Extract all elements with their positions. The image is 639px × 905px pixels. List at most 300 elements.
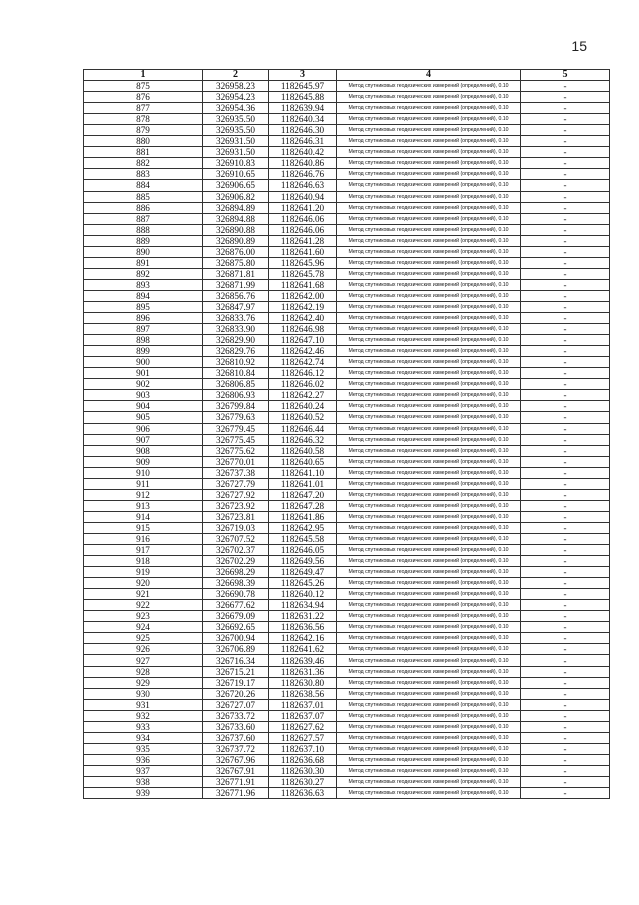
x-coordinate-cell: 326935.50 — [203, 114, 269, 125]
y-coordinate-cell: 1182646.02 — [269, 379, 337, 390]
method-cell: Метод спутниковых геодезических измерений (определений), 0.10 — [337, 257, 521, 268]
method-cell: Метод спутниковых геодезических измерений (определений), 0.10 — [337, 401, 521, 412]
method-cell: Метод спутниковых геодезических измерений (определений), 0.10 — [337, 655, 521, 666]
description-cell: - — [521, 655, 610, 666]
table-row — [84, 412, 610, 423]
y-coordinate-cell: 1182646.05 — [269, 545, 337, 556]
x-coordinate-cell: 326931.50 — [203, 136, 269, 147]
point-number-cell: 879 — [84, 125, 203, 136]
page-number: 15 — [571, 38, 587, 54]
method-cell: Метод спутниковых геодезических измерений (определений), 0.10 — [337, 545, 521, 556]
description-cell: - — [521, 511, 610, 522]
point-number-cell: 875 — [84, 81, 203, 92]
x-coordinate-cell: 326779.45 — [203, 423, 269, 434]
y-coordinate-cell: 1182642.16 — [269, 633, 337, 644]
y-coordinate-cell: 1182646.06 — [269, 213, 337, 224]
method-cell: Метод спутниковых геодезических измерений (определений), 0.10 — [337, 346, 521, 357]
method-cell: Метод спутниковых геодезических измерений (определений), 0.10 — [337, 500, 521, 511]
point-number-cell: 934 — [84, 732, 203, 743]
point-number-cell: 899 — [84, 346, 203, 357]
x-coordinate-cell: 326875.80 — [203, 257, 269, 268]
column-header: 3 — [269, 70, 337, 81]
x-coordinate-cell: 326727.92 — [203, 489, 269, 500]
description-cell: - — [521, 412, 610, 423]
table-row — [84, 556, 610, 567]
description-cell: - — [521, 533, 610, 544]
table-row — [84, 368, 610, 379]
method-cell: Метод спутниковых геодезических измерений (определений), 0.10 — [337, 324, 521, 335]
y-coordinate-cell: 1182631.22 — [269, 611, 337, 622]
point-number-cell: 902 — [84, 379, 203, 390]
point-number-cell: 924 — [84, 622, 203, 633]
description-cell: - — [521, 257, 610, 268]
point-number-cell: 892 — [84, 268, 203, 279]
x-coordinate-cell: 326727.07 — [203, 699, 269, 710]
description-cell: - — [521, 434, 610, 445]
description-cell: - — [521, 147, 610, 158]
x-coordinate-cell: 326894.88 — [203, 213, 269, 224]
description-cell: - — [521, 589, 610, 600]
description-cell: - — [521, 180, 610, 191]
x-coordinate-cell: 326698.29 — [203, 567, 269, 578]
method-cell: Метод спутниковых геодезических измерений (определений), 0.10 — [337, 434, 521, 445]
method-cell: Метод спутниковых геодезических измерений (определений), 0.10 — [337, 158, 521, 169]
description-cell: - — [521, 103, 610, 114]
point-number-cell: 891 — [84, 257, 203, 268]
description-cell: - — [521, 169, 610, 180]
x-coordinate-cell: 326719.17 — [203, 677, 269, 688]
x-coordinate-cell: 326954.36 — [203, 103, 269, 114]
x-coordinate-cell: 326723.92 — [203, 500, 269, 511]
description-cell: - — [521, 467, 610, 478]
y-coordinate-cell: 1182645.26 — [269, 578, 337, 589]
method-cell: Метод спутниковых геодезических измерений (определений), 0.10 — [337, 445, 521, 456]
point-number-cell: 931 — [84, 699, 203, 710]
x-coordinate-cell: 326833.76 — [203, 313, 269, 324]
y-coordinate-cell: 1182647.20 — [269, 489, 337, 500]
table-row — [84, 235, 610, 246]
method-cell: Метод спутниковых геодезических измерений (определений), 0.10 — [337, 92, 521, 103]
description-cell: - — [521, 279, 610, 290]
description-cell: - — [521, 699, 610, 710]
description-cell: - — [521, 445, 610, 456]
x-coordinate-cell: 326935.50 — [203, 125, 269, 136]
x-coordinate-cell: 326958.23 — [203, 81, 269, 92]
point-number-cell: 919 — [84, 567, 203, 578]
x-coordinate-cell: 326829.76 — [203, 346, 269, 357]
x-coordinate-cell: 326931.50 — [203, 147, 269, 158]
table-row — [84, 92, 610, 103]
description-cell: - — [521, 743, 610, 754]
method-cell: Метод спутниковых геодезических измерений (определений), 0.10 — [337, 511, 521, 522]
description-cell: - — [521, 456, 610, 467]
table-row — [84, 346, 610, 357]
method-cell: Метод спутниковых геодезических измерений (определений), 0.10 — [337, 777, 521, 788]
table-header-row — [84, 70, 610, 81]
table-row — [84, 511, 610, 522]
table-row — [84, 688, 610, 699]
method-cell: Метод спутниковых геодезических измерений (определений), 0.10 — [337, 301, 521, 312]
point-number-cell: 878 — [84, 114, 203, 125]
description-cell: - — [521, 721, 610, 732]
column-header: 5 — [521, 70, 610, 81]
point-number-cell: 915 — [84, 522, 203, 533]
method-cell: Метод спутниковых геодезических измерений (определений), 0.10 — [337, 456, 521, 467]
description-cell: - — [521, 92, 610, 103]
point-number-cell: 901 — [84, 368, 203, 379]
description-cell: - — [521, 324, 610, 335]
method-cell: Метод спутниковых геодезических измерений (определений), 0.10 — [337, 478, 521, 489]
point-number-cell: 939 — [84, 788, 203, 799]
point-number-cell: 909 — [84, 456, 203, 467]
table-row — [84, 301, 610, 312]
method-cell: Метод спутниковых геодезических измерений (определений), 0.10 — [337, 103, 521, 114]
description-cell: - — [521, 213, 610, 224]
table-row — [84, 754, 610, 765]
table-row — [84, 545, 610, 556]
method-cell: Метод спутниковых геодезических измерений (определений), 0.10 — [337, 125, 521, 136]
x-coordinate-cell: 326716.34 — [203, 655, 269, 666]
method-cell: Метод спутниковых геодезических измерений (определений), 0.10 — [337, 533, 521, 544]
method-cell: Метод спутниковых геодезических измерений (определений), 0.10 — [337, 699, 521, 710]
table-row — [84, 246, 610, 257]
coordinates-table — [83, 69, 610, 799]
x-coordinate-cell: 326692.65 — [203, 622, 269, 633]
method-cell: Метод спутниковых геодезических измерений (определений), 0.10 — [337, 368, 521, 379]
x-coordinate-cell: 326910.83 — [203, 158, 269, 169]
x-coordinate-cell: 326715.21 — [203, 666, 269, 677]
y-coordinate-cell: 1182647.10 — [269, 335, 337, 346]
y-coordinate-cell: 1182642.40 — [269, 313, 337, 324]
table-body — [84, 81, 610, 799]
method-cell: Метод спутниковых геодезических измерений (определений), 0.10 — [337, 600, 521, 611]
method-cell: Метод спутниковых геодезических измерений (определений), 0.10 — [337, 191, 521, 202]
table-row — [84, 324, 610, 335]
x-coordinate-cell: 326779.63 — [203, 412, 269, 423]
x-coordinate-cell: 326767.96 — [203, 754, 269, 765]
point-number-cell: 938 — [84, 777, 203, 788]
table-row — [84, 180, 610, 191]
description-cell: - — [521, 788, 610, 799]
y-coordinate-cell: 1182627.62 — [269, 721, 337, 732]
table-row — [84, 777, 610, 788]
point-number-cell: 928 — [84, 666, 203, 677]
table-row — [84, 622, 610, 633]
description-cell: - — [521, 401, 610, 412]
point-number-cell: 920 — [84, 578, 203, 589]
table-row — [84, 611, 610, 622]
y-coordinate-cell: 1182646.31 — [269, 136, 337, 147]
table-row — [84, 489, 610, 500]
y-coordinate-cell: 1182636.63 — [269, 788, 337, 799]
description-cell: - — [521, 688, 610, 699]
method-cell: Метод спутниковых геодезических измерений (определений), 0.10 — [337, 633, 521, 644]
method-cell: Метод спутниковых геодезических измерений (определений), 0.10 — [337, 644, 521, 655]
y-coordinate-cell: 1182637.10 — [269, 743, 337, 754]
description-cell: - — [521, 191, 610, 202]
x-coordinate-cell: 326700.94 — [203, 633, 269, 644]
point-number-cell: 885 — [84, 191, 203, 202]
table-row — [84, 136, 610, 147]
description-cell: - — [521, 710, 610, 721]
point-number-cell: 932 — [84, 710, 203, 721]
table-row — [84, 633, 610, 644]
y-coordinate-cell: 1182645.88 — [269, 92, 337, 103]
y-coordinate-cell: 1182645.58 — [269, 533, 337, 544]
table-row — [84, 445, 610, 456]
x-coordinate-cell: 326871.81 — [203, 268, 269, 279]
table-row — [84, 732, 610, 743]
y-coordinate-cell: 1182627.57 — [269, 732, 337, 743]
description-cell: - — [521, 600, 610, 611]
method-cell: Метод спутниковых геодезических измерений (определений), 0.10 — [337, 423, 521, 434]
method-cell: Метод спутниковых геодезических измерений (определений), 0.10 — [337, 268, 521, 279]
table-row — [84, 379, 610, 390]
x-coordinate-cell: 326690.78 — [203, 589, 269, 600]
table-row — [84, 456, 610, 467]
y-coordinate-cell: 1182646.63 — [269, 180, 337, 191]
y-coordinate-cell: 1182630.30 — [269, 765, 337, 776]
method-cell: Метод спутниковых геодезических измерений (определений), 0.10 — [337, 743, 521, 754]
table-row — [84, 81, 610, 92]
y-coordinate-cell: 1182646.44 — [269, 423, 337, 434]
method-cell: Метод спутниковых геодезических измерений (определений), 0.10 — [337, 567, 521, 578]
y-coordinate-cell: 1182638.56 — [269, 688, 337, 699]
method-cell: Метод спутниковых геодезических измерений (определений), 0.10 — [337, 677, 521, 688]
column-header: 2 — [203, 70, 269, 81]
method-cell: Метод спутниковых геодезических измерений (определений), 0.10 — [337, 313, 521, 324]
point-number-cell: 911 — [84, 478, 203, 489]
y-coordinate-cell: 1182642.00 — [269, 290, 337, 301]
table-row — [84, 401, 610, 412]
description-cell: - — [521, 666, 610, 677]
method-cell: Метод спутниковых геодезических измерений (определений), 0.10 — [337, 589, 521, 600]
y-coordinate-cell: 1182640.94 — [269, 191, 337, 202]
x-coordinate-cell: 326698.39 — [203, 578, 269, 589]
description-cell: - — [521, 500, 610, 511]
point-number-cell: 913 — [84, 500, 203, 511]
method-cell: Метод спутниковых геодезических измерений (определений), 0.10 — [337, 246, 521, 257]
description-cell: - — [521, 489, 610, 500]
description-cell: - — [521, 765, 610, 776]
x-coordinate-cell: 326702.37 — [203, 545, 269, 556]
method-cell: Метод спутниковых геодезических измерений (определений), 0.10 — [337, 213, 521, 224]
x-coordinate-cell: 326771.96 — [203, 788, 269, 799]
description-cell: - — [521, 81, 610, 92]
method-cell: Метод спутниковых геодезических измерений (определений), 0.10 — [337, 224, 521, 235]
description-cell: - — [521, 777, 610, 788]
x-coordinate-cell: 326856.76 — [203, 290, 269, 301]
table-row — [84, 357, 610, 368]
point-number-cell: 925 — [84, 633, 203, 644]
table-row — [84, 743, 610, 754]
table-row — [84, 578, 610, 589]
point-number-cell: 880 — [84, 136, 203, 147]
point-number-cell: 900 — [84, 357, 203, 368]
x-coordinate-cell: 326767.91 — [203, 765, 269, 776]
column-header: 1 — [84, 70, 203, 81]
y-coordinate-cell: 1182640.24 — [269, 401, 337, 412]
point-number-cell: 930 — [84, 688, 203, 699]
point-number-cell: 914 — [84, 511, 203, 522]
point-number-cell: 881 — [84, 147, 203, 158]
point-number-cell: 926 — [84, 644, 203, 655]
x-coordinate-cell: 326890.89 — [203, 235, 269, 246]
point-number-cell: 908 — [84, 445, 203, 456]
x-coordinate-cell: 326679.09 — [203, 611, 269, 622]
description-cell: - — [521, 235, 610, 246]
point-number-cell: 933 — [84, 721, 203, 732]
description-cell: - — [521, 335, 610, 346]
x-coordinate-cell: 326702.29 — [203, 556, 269, 567]
description-cell: - — [521, 357, 610, 368]
point-number-cell: 897 — [84, 324, 203, 335]
x-coordinate-cell: 326810.84 — [203, 368, 269, 379]
y-coordinate-cell: 1182642.46 — [269, 346, 337, 357]
y-coordinate-cell: 1182640.12 — [269, 589, 337, 600]
y-coordinate-cell: 1182641.60 — [269, 246, 337, 257]
method-cell: Метод спутниковых геодезических измерений (определений), 0.10 — [337, 169, 521, 180]
column-header: 4 — [337, 70, 521, 81]
y-coordinate-cell: 1182630.80 — [269, 677, 337, 688]
method-cell: Метод спутниковых геодезических измерений (определений), 0.10 — [337, 202, 521, 213]
method-cell: Метод спутниковых геодезических измерений (определений), 0.10 — [337, 732, 521, 743]
y-coordinate-cell: 1182631.36 — [269, 666, 337, 677]
method-cell: Метод спутниковых геодезических измерений (определений), 0.10 — [337, 335, 521, 346]
x-coordinate-cell: 326775.62 — [203, 445, 269, 456]
point-number-cell: 907 — [84, 434, 203, 445]
point-number-cell: 917 — [84, 545, 203, 556]
table-row — [84, 213, 610, 224]
table-row — [84, 467, 610, 478]
method-cell: Метод спутниковых геодезических измерений (определений), 0.10 — [337, 279, 521, 290]
table-row — [84, 567, 610, 578]
x-coordinate-cell: 326910.65 — [203, 169, 269, 180]
table-row — [84, 666, 610, 677]
point-number-cell: 922 — [84, 600, 203, 611]
table-row — [84, 390, 610, 401]
table-row — [84, 268, 610, 279]
description-cell: - — [521, 301, 610, 312]
method-cell: Метод спутниковых геодезических измерений (определений), 0.10 — [337, 114, 521, 125]
x-coordinate-cell: 326799.84 — [203, 401, 269, 412]
description-cell: - — [521, 224, 610, 235]
y-coordinate-cell: 1182647.28 — [269, 500, 337, 511]
y-coordinate-cell: 1182636.56 — [269, 622, 337, 633]
y-coordinate-cell: 1182641.68 — [269, 279, 337, 290]
table-row — [84, 290, 610, 301]
y-coordinate-cell: 1182640.65 — [269, 456, 337, 467]
y-coordinate-cell: 1182645.96 — [269, 257, 337, 268]
method-cell: Метод спутниковых геодезических измерений (определений), 0.10 — [337, 379, 521, 390]
description-cell: - — [521, 246, 610, 257]
point-number-cell: 936 — [84, 754, 203, 765]
table-row — [84, 655, 610, 666]
x-coordinate-cell: 326829.90 — [203, 335, 269, 346]
description-cell: - — [521, 633, 610, 644]
x-coordinate-cell: 326954.23 — [203, 92, 269, 103]
description-cell: - — [521, 732, 610, 743]
y-coordinate-cell: 1182645.78 — [269, 268, 337, 279]
table-row — [84, 125, 610, 136]
point-number-cell: 927 — [84, 655, 203, 666]
x-coordinate-cell: 326723.81 — [203, 511, 269, 522]
table-row — [84, 257, 610, 268]
method-cell: Метод спутниковых геодезических измерений (определений), 0.10 — [337, 622, 521, 633]
y-coordinate-cell: 1182649.56 — [269, 556, 337, 567]
table-row — [84, 500, 610, 511]
table-row — [84, 677, 610, 688]
point-number-cell: 893 — [84, 279, 203, 290]
y-coordinate-cell: 1182641.62 — [269, 644, 337, 655]
table-row — [84, 313, 610, 324]
method-cell: Метод спутниковых геодезических измерений (определений), 0.10 — [337, 180, 521, 191]
y-coordinate-cell: 1182636.68 — [269, 754, 337, 765]
table-row — [84, 765, 610, 776]
point-number-cell: 929 — [84, 677, 203, 688]
x-coordinate-cell: 326806.85 — [203, 379, 269, 390]
x-coordinate-cell: 326906.65 — [203, 180, 269, 191]
point-number-cell: 890 — [84, 246, 203, 257]
description-cell: - — [521, 379, 610, 390]
description-cell: - — [521, 202, 610, 213]
table-row — [84, 169, 610, 180]
table-row — [84, 423, 610, 434]
x-coordinate-cell: 326707.52 — [203, 533, 269, 544]
method-cell: Метод спутниковых геодезических измерений (определений), 0.10 — [337, 688, 521, 699]
method-cell: Метод спутниковых геодезических измерений (определений), 0.10 — [337, 578, 521, 589]
point-number-cell: 883 — [84, 169, 203, 180]
method-cell: Метод спутниковых геодезических измерений (определений), 0.10 — [337, 556, 521, 567]
y-coordinate-cell: 1182642.95 — [269, 522, 337, 533]
description-cell: - — [521, 578, 610, 589]
x-coordinate-cell: 326733.60 — [203, 721, 269, 732]
table-row — [84, 533, 610, 544]
description-cell: - — [521, 346, 610, 357]
y-coordinate-cell: 1182641.86 — [269, 511, 337, 522]
y-coordinate-cell: 1182646.76 — [269, 169, 337, 180]
y-coordinate-cell: 1182637.07 — [269, 710, 337, 721]
table-row — [84, 147, 610, 158]
method-cell: Метод спутниковых геодезических измерений (определений), 0.10 — [337, 235, 521, 246]
point-number-cell: 904 — [84, 401, 203, 412]
point-number-cell: 876 — [84, 92, 203, 103]
method-cell: Метод спутниковых геодезических измерений (определений), 0.10 — [337, 765, 521, 776]
method-cell: Метод спутниковых геодезических измерений (определений), 0.10 — [337, 147, 521, 158]
method-cell: Метод спутниковых геодезических измерений (определений), 0.10 — [337, 522, 521, 533]
point-number-cell: 903 — [84, 390, 203, 401]
method-cell: Метод спутниковых геодезических измерений (определений), 0.10 — [337, 136, 521, 147]
description-cell: - — [521, 567, 610, 578]
point-number-cell: 888 — [84, 224, 203, 235]
point-number-cell: 898 — [84, 335, 203, 346]
method-cell: Метод спутниковых геодезических измерений (определений), 0.10 — [337, 390, 521, 401]
y-coordinate-cell: 1182639.46 — [269, 655, 337, 666]
method-cell: Метод спутниковых геодезических измерений (определений), 0.10 — [337, 754, 521, 765]
description-cell: - — [521, 368, 610, 379]
point-number-cell: 921 — [84, 589, 203, 600]
table-row — [84, 478, 610, 489]
method-cell: Метод спутниковых геодезических измерений (определений), 0.10 — [337, 788, 521, 799]
x-coordinate-cell: 326737.38 — [203, 467, 269, 478]
table-row — [84, 191, 610, 202]
x-coordinate-cell: 326770.01 — [203, 456, 269, 467]
y-coordinate-cell: 1182639.94 — [269, 103, 337, 114]
y-coordinate-cell: 1182637.01 — [269, 699, 337, 710]
method-cell: Метод спутниковых геодезических измерений (определений), 0.10 — [337, 721, 521, 732]
description-cell: - — [521, 522, 610, 533]
x-coordinate-cell: 326806.93 — [203, 390, 269, 401]
